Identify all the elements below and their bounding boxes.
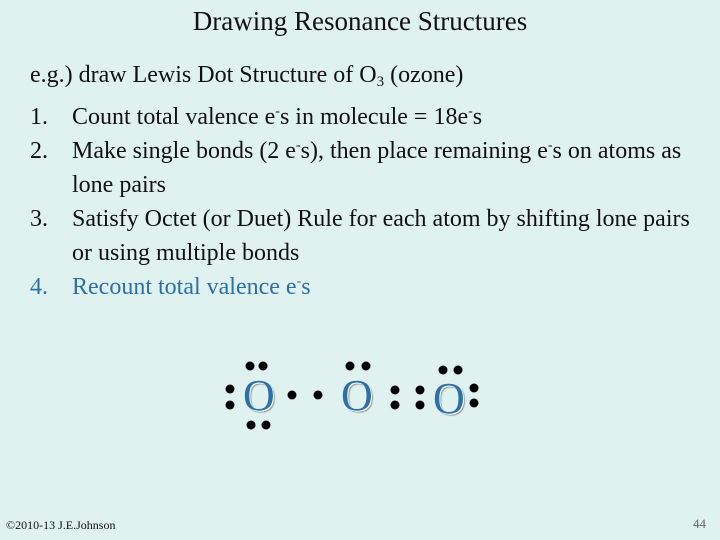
step-text: Make single bonds (2 e: [72, 138, 296, 164]
intro-suffix: (ozone): [384, 62, 464, 88]
oxygen-atom-left: O: [243, 371, 275, 420]
electron-dot: [416, 386, 425, 395]
step-text: Satisfy Octet (or Duet) Rule for each atom by shifting lone pairs or using multiple bonds: [72, 206, 690, 266]
superscript: -: [296, 274, 302, 289]
step-number: 1.: [30, 104, 48, 130]
slide-title: Drawing Resonance Structures: [192, 6, 528, 36]
step-text: s: [472, 104, 483, 130]
step-text: s), then place remaining e: [300, 138, 548, 164]
step-number: 2.: [30, 138, 48, 164]
intro-line: [30, 62, 463, 89]
electron-dot: [288, 391, 297, 400]
electron-dot: [470, 384, 479, 393]
oxygen-atom-right: O: [433, 374, 465, 423]
oxygen-atom-center: O: [341, 371, 373, 420]
steps-list: [30, 100, 700, 304]
electron-dot: [314, 391, 323, 400]
step-1: [30, 100, 700, 134]
intro-subscript: 3: [376, 74, 385, 90]
electron-dot: [470, 399, 479, 408]
superscript: -: [295, 138, 301, 153]
step-2: [30, 134, 700, 202]
electron-dot: [391, 401, 400, 410]
superscript: -: [547, 138, 553, 153]
step-text: s: [301, 274, 311, 300]
step-text: Count total valence e: [72, 104, 276, 130]
step-text: s on atoms as lone pairs: [72, 138, 682, 198]
step-number: 3.: [30, 206, 48, 232]
page-number: 44: [693, 516, 706, 531]
electron-dot: [226, 385, 235, 394]
superscript: -: [468, 104, 473, 119]
step-number: 4.: [30, 274, 48, 300]
electron-dot: [247, 421, 256, 430]
electron-dot: [226, 401, 235, 410]
step-text: Recount total valence e: [72, 274, 297, 300]
electron-dot: [391, 386, 400, 395]
step-text: s in molecule = 18e: [279, 104, 469, 130]
step-4: [30, 270, 700, 304]
step-3: [30, 202, 700, 270]
electron-dot: [262, 421, 271, 430]
superscript: -: [275, 104, 280, 119]
copyright-text: ©2010-13 J.E.Johnson: [6, 518, 116, 532]
electron-dot: [416, 401, 425, 410]
intro-prefix: e.g.) draw Lewis Dot Structure of O: [30, 62, 377, 88]
